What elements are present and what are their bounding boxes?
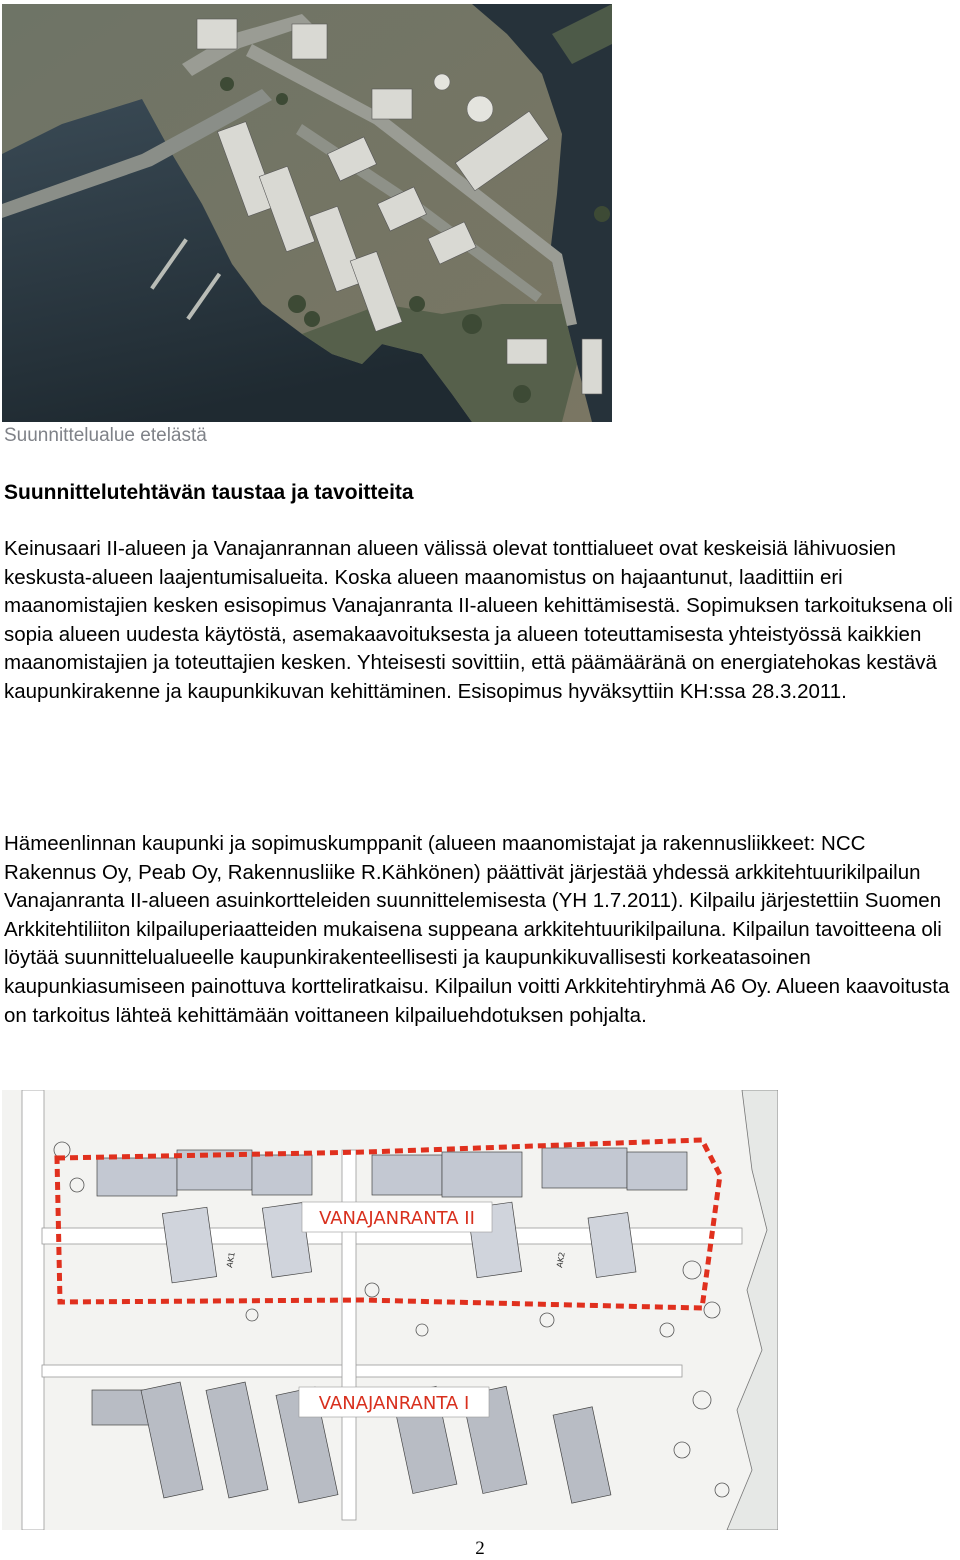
block-label-ak1: AK1 [225, 1251, 237, 1269]
label-vanajanranta-i [299, 1387, 489, 1417]
section-heading: Suunnittelutehtävän taustaa ja tavoitteita [4, 481, 414, 504]
paragraph-competition: Hämeenlinnan kaupunki ja sopimuskumppanit (alueen maanomistajat ja rakennusliikkeet: NCC Rakennus Oy, Peab Oy, Rakennusliike R.Kähkönen) päättivät järjestää yhdessä arkkitehtuurikilpailun Vanajanranta II-alueen asuinkortteleiden suunnittelemisesta (YH 1.7.2011). Kilpailu järjestettiin Suomen Arkkitehtiliiton kilpailuperiaatteiden mukaisena suppeana arkkitehtuurikilpailuna. Kilpailun tavoitteena oli löytää suunnittelualueelle kaupunkirakenteellisesti ja kaupunkikuvallisesti korkeatasoinen kaupunkiasumiseen painottuva kortteliratkaisu. Kilpailun voitti Arkkitehtiryhmä A6 Oy. Alueen kaavoitusta on tarkoitus lähteä kehittämään voittaneen kilpailuehdotuksen pohjalta. [4, 832, 950, 1027]
label-vanajanranta-ii-text: VANAJANRANTA II [319, 1208, 475, 1229]
paragraph-background: Keinusaari II-alueen ja Vanajanrannan alueen välissä olevat tonttialueet ovat keskeisiä lähivuosien keskusta-alueen laajentumisalueita. Koska alueen maanomistus on hajaantunut, laadittiin eri maanomistajien kesken esisopimus Vanajanranta II-alueen kehittämisestä. Sopimuksen tarkoituksena oli sopia alueen uudesta käytöstä, asemakaavoituksesta ja alueen toteuttamisesta yhteistyössä kaikkien maanomistajien ja toteuttajien kesken. Yhteisesti sovittiin, että päämääränä on energiatehokas kestävä kaupunkirakenne ja kaupunkikuvan kehittäminen. Esisopimus hyväksyttiin KH:ssa 28.3.2011. [4, 537, 953, 703]
aerial-photo [2, 4, 612, 422]
photo-caption: Suunnittelualue etelästä [4, 425, 207, 446]
label-vanajanranta-ii [302, 1202, 492, 1232]
block-label-ak2: AK2 [555, 1251, 567, 1269]
site-plan [2, 1090, 778, 1530]
page-number: 2 [475, 1538, 485, 1559]
label-vanajanranta-i-text: VANAJANRANTA I [318, 1393, 470, 1414]
